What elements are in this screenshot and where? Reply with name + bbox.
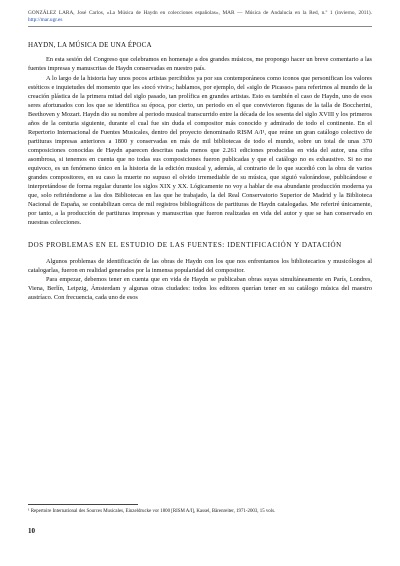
section-title-problemas: DOS PROBLEMAS EN EL ESTUDIO DE LAS FUENTES: IDENTIFICACIÓN Y DATACIÓN	[28, 241, 342, 250]
paragraph: Algunos problemas de identificación de las obras de Haydn con los que nos enfrentamos los bibliotecarios y musicólogos al catalogarlas, fueron en realidad generados por la inmensa popularidad del compositor.	[28, 258, 372, 275]
paragraph: Para empezar, debemos tener en cuenta que en vida de Haydn se publicaban obras suyas simultáneamente en París, Londres, Viena, Berlín, Leipzig, Ámsterdam y algunas otras ciudades: todos los editores querían tener en su catálogo música del maestro austríaco. Con frecuencia, cada uno de esos	[28, 276, 372, 302]
paragraph: En esta sesión del Congreso que celebramos en homenaje a dos grandes músicos, me propongo hacer un breve comentario a las fuentes impresas y manuscritas de Haydn conservadas en nuestro país.	[28, 56, 372, 73]
paragraph: A lo largo de la historia hay unos pocos artistas percibidos ya por sus contemporáneos como iconos que personifican los valores estéticos e inquietudes del momento que les «tocó vivir»; hablamos, por ejemplo, del «siglo de Picasso» para referirnos al mundo de la creación plástica de la primera mitad del siglo pasado, tan prolífica en grandes artistas. Esto es también el caso de Haydn, uno de esos seres afortunados con los que se identifica su época, por cierto, un periodo en el que convivieron figuras de la talla de Boccherini, Beethoven y Mozart. Haydn dio su nombre al periodo musical transcurrido entre la década de los sesenta del siglo XVIII y los primeros años de la centuria siguiente, durante el cual fue sin duda el compositor más conocido y admirado de todo el continente. En el Repertorio Internacional de Fuentes Musicales, dentro del proyecto denominado RISM A/I¹, que reúne un gran catálogo colectivo de partituras impresas anteriores a 1800 y conservadas en más de mil bibliotecas de todo el mundo, sobre un total de unas 370 composiciones conocidas de Haydn aparecen descritas nada menos que 2.261 ediciones producidas en vida del autor, una cifra asombrosa, si tenemos en cuenta que no todas sus composiciones fueron publicadas y que el catálogo no es exhaustivo. Si no me equivoco, es un fenómeno único en la historia de la edición musical y, además, al contrario de lo que sucedió con la obra de varios grandes compositores, en su caso la muerte no supuso el olvido irremediable de su música, que siguió valorándose, publicándose e interpretándose de forma regular durante los siglos XIX y XX. Lógicamente no voy a hablar de esa abundante producción moderna ya que, solo refiriéndome a las dos Bibliotecas en las que he trabajado, la del Real Conservatorio Superior de Madrid y la Biblioteca Nacional de España, se contabilizan cerca de mil registros bibliográficos de partituras de Haydn catalogadas. Me referiré únicamente, por tanto, a la producción de partituras impresas y manuscritas que fueron realizadas en vida del autor y que se han conservado en nuestras colecciones.	[28, 74, 372, 227]
footnote	[28, 504, 372, 515]
page-body	[28, 10, 372, 303]
footnote-rule	[28, 504, 138, 505]
header-link[interactable]: http://mar.ugr.es	[28, 17, 63, 24]
running-header	[28, 10, 372, 27]
footnote-text: ¹ Repertoire International des Sources Musicales, Einzeldrucke vor 1800 [RISM A/I], Kassel, Bärenreiter, 1971-2003, 15 vols.	[28, 509, 276, 514]
header-citation: GONZÁLEZ LARA, José Carlos, «La Música de Haydn en colecciones españolas», MAR — Música de Andalucía en la Red, n.º 1 (invierno, 2011).	[28, 10, 372, 16]
section-title-haydn: HAYDN, LA MÚSICA DE UNA ÉPOCA	[28, 41, 152, 50]
page-number: 10	[28, 527, 35, 535]
